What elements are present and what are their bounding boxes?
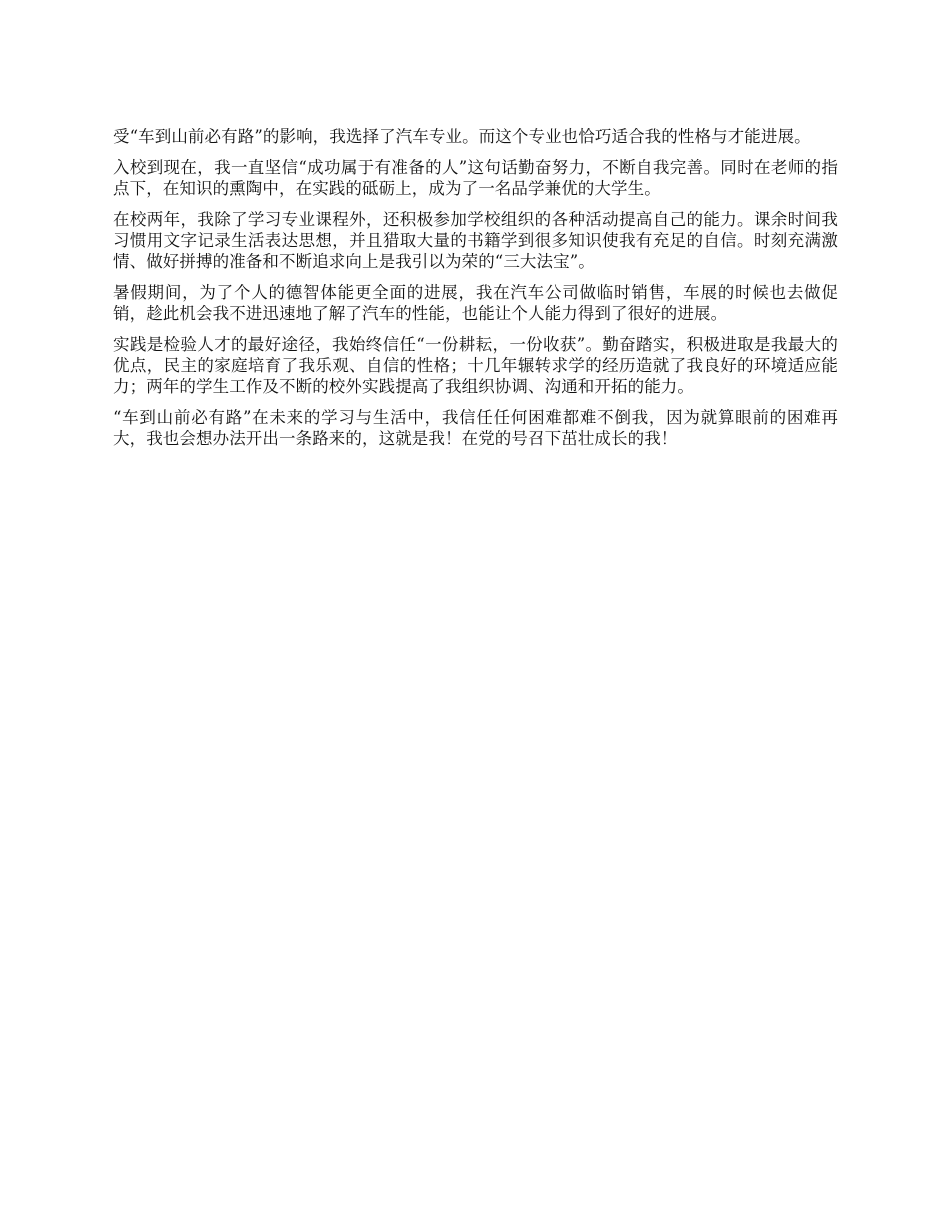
paragraph-2: 入校到现在，我一直坚信“成功属于有准备的人”这句话勤奋努力，不断自我完善。同时在老师的指点下，在知识的熏陶中，在实践的砥砺上，成为了一名品学兼优的大学生。 <box>113 158 838 198</box>
document-body <box>113 126 838 459</box>
paragraph-4: 暑假期间，为了个人的德智体能更全面的进展，我在汽车公司做临时销售，车展的时候也去做促销，趁此机会我不进迅速地了解了汽车的性能，也能让个人能力得到了很好的进展。 <box>113 283 838 323</box>
paragraph-3: 在校两年，我除了学习专业课程外，还积极参加学校组织的各种活动提高自己的能力。课余时间我习惯用文字记录生活表达思想，并且猎取大量的书籍学到很多知识使我有充足的自信。时刻充满激情、做好拼搏的准备和不断追求向上是我引以为荣的“三大法宝”。 <box>113 210 838 271</box>
paragraph-1: 受“车到山前必有路”的影响，我选择了汽车专业。而这个专业也恰巧适合我的性格与才能进展。 <box>113 127 811 146</box>
paragraph-6: “车到山前必有路”在未来的学习与生活中，我信任任何困难都难不倒我，因为就算眼前的困难再大，我也会想办法开出一条路来的，这就是我！在党的号召下茁壮成长的我！ <box>113 408 838 448</box>
paragraph-5: 实践是检验人才的最好途径，我始终信任“一份耕耘，一份收获”。勤奋踏实，积极进取是我最大的优点，民主的家庭培育了我乐观、自信的性格；十几年辗转求学的经历造就了我良好的环境适应能力；两年的学生工作及不断的校外实践提高了我组织协调、沟通和开拓的能力。 <box>113 335 838 396</box>
